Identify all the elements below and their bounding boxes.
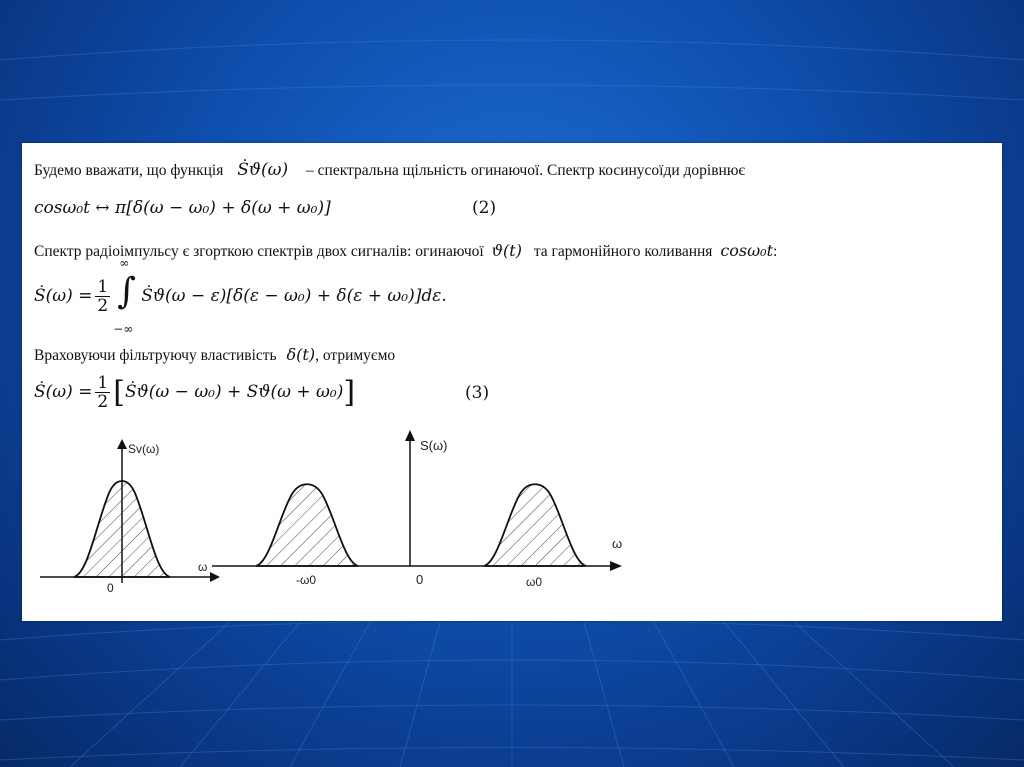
line1-after: – спектральна щільність огинаючої. Спектр косинусоїди дорівнює — [306, 162, 746, 179]
right-pos-omega-label: ω0 — [526, 575, 543, 589]
line1-before: Будемо вважати, що функція — [34, 162, 224, 179]
left-origin-label: 0 — [107, 581, 114, 595]
radio-pulse-spectrum-graph — [208, 426, 628, 596]
right-x-arrow-icon — [610, 561, 622, 571]
line3-after: , отримуємо — [315, 347, 396, 364]
equation-2-number: (2) — [472, 198, 497, 218]
line2-middle: та гармонійного коливання — [533, 243, 713, 260]
conv-lhs: Ṡ(ω) = — [34, 286, 93, 306]
left-y-arrow-icon — [117, 439, 127, 449]
eq3-frac-den: 2 — [97, 391, 109, 412]
text-line-3 — [34, 345, 395, 365]
integral-lower-limit: −∞ — [113, 322, 134, 336]
eq3-fraction — [95, 374, 110, 411]
text-line-2 — [34, 241, 777, 261]
integral-upper-limit: ∞ — [119, 256, 130, 270]
conv-fraction — [95, 278, 110, 315]
equation-3-number: (3) — [465, 383, 490, 403]
right-origin-label: 0 — [416, 572, 424, 587]
convolution-equation — [34, 256, 447, 336]
eq3-frac-num: 1 — [97, 372, 109, 393]
left-x-label: ω — [198, 560, 208, 574]
equation-2: cosω₀t ↔ π[δ(ω − ω₀) + δ(ω + ω₀)] — [34, 198, 331, 218]
right-y-label: S(ω) — [420, 438, 448, 453]
line2-cos: cosω₀t — [720, 241, 774, 260]
left-spectrum-hump — [74, 481, 170, 577]
line3-before: Враховуючи фільтруючу властивість — [34, 347, 277, 364]
conv-body: Ṡϑ(ω − ε)[δ(ε − ω₀) + δ(ε + ω₀)]dε. — [141, 286, 447, 306]
line3-delta: δ(t) — [286, 345, 316, 364]
line1-function: Ṡϑ(ω) — [237, 160, 289, 180]
right-x-label: ω — [612, 536, 623, 551]
envelope-spectrum-graph — [36, 433, 226, 598]
right-y-arrow-icon — [405, 430, 415, 441]
right-spectrum-hump-positive — [484, 484, 586, 566]
text-line-1 — [34, 160, 745, 180]
line2-end: : — [773, 243, 778, 260]
right-spectrum-hump-negative — [256, 484, 358, 566]
equation-3: Ṡ(ω) = $\frac{1}{2}$ [ Ṡϑ(ω − ω₀) + Sϑ(ω + ω₀) ] — [34, 372, 356, 412]
integral-sign: ∞ ∫ −∞ — [113, 256, 137, 336]
eq3-body: Ṡϑ(ω − ω₀) + Sϑ(ω + ω₀) — [124, 382, 344, 402]
line2-before: Спектр радіоімпульсу є згорткою спектрів двох сигналів: огинаючої — [34, 243, 484, 260]
line2-envelope: ϑ(t) — [491, 241, 522, 260]
left-y-label: Sv(ω) — [128, 442, 160, 456]
right-neg-omega-label: -ω0 — [296, 573, 317, 587]
eq3-lhs: Ṡ(ω) = — [34, 382, 93, 402]
slide-content-panel — [22, 143, 1002, 621]
conv-frac-num: 1 — [97, 276, 109, 297]
conv-frac-den: 2 — [97, 295, 109, 316]
